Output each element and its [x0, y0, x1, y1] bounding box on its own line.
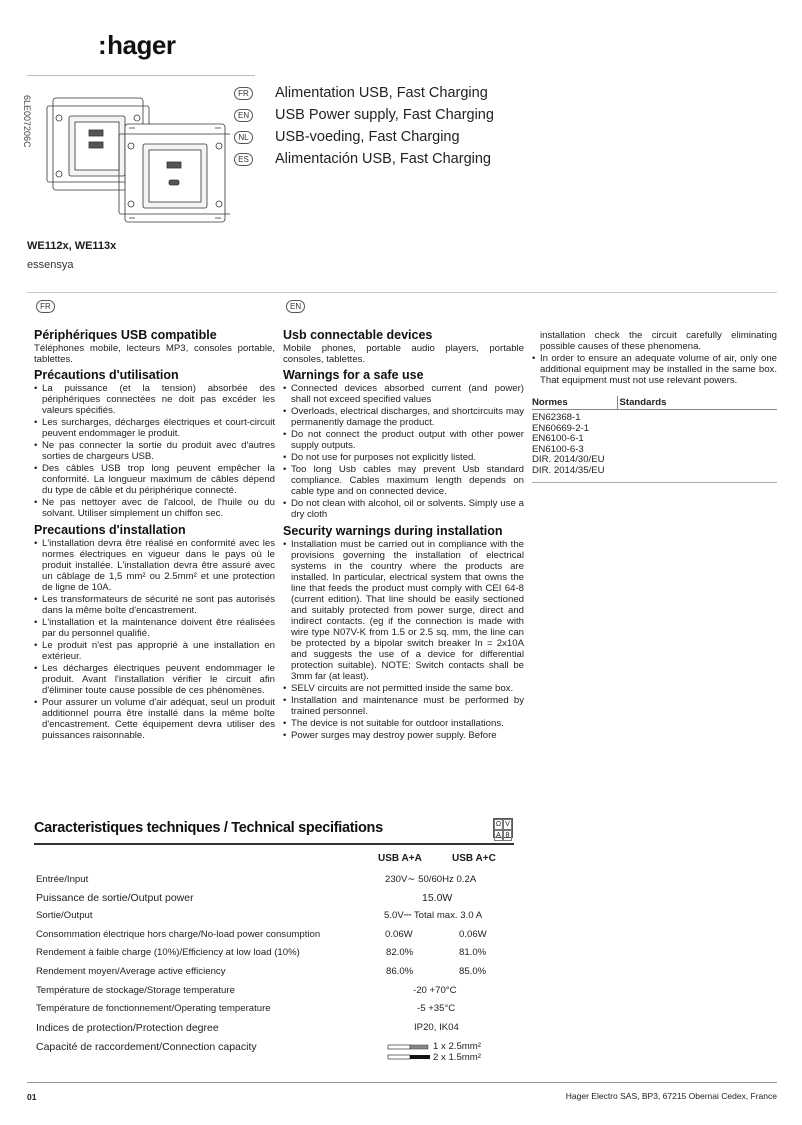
spec-value-aa: 86.0% [386, 966, 414, 977]
norms-header [532, 396, 777, 410]
spec-row-average [36, 966, 506, 984]
en-usb-title: Usb connectable devices [283, 328, 433, 342]
list-item: • Les surcharges, décharges électriques et court-circuit peuvent endommager le produit. [34, 417, 275, 439]
norm-item: DIR. 2014/30/EU [532, 454, 605, 465]
title-text: USB-voeding, Fast Charging [275, 129, 460, 145]
title-row-es [234, 149, 491, 169]
list-item: • Do not clean with alcohol, oil or solvents. Simply use a dry cloth [283, 498, 524, 520]
en-usb-text: Mobile phones, portable audio players, portable consoles, tablettes. [283, 343, 524, 365]
norms-divider [532, 482, 777, 483]
spec-value-aa: 0.06W [385, 929, 413, 940]
fr-usb-text: Téléphones mobile, lecteurs MP3, consoles portable, tablettes. [34, 343, 275, 365]
page-number: 01 [27, 1092, 37, 1102]
spec-label: Rendement à faible charge (10%)/Efficiency at low load (10%) [36, 947, 300, 958]
spec-value: 5.0V⎓ Total max. 3.0 A [384, 910, 483, 921]
spec-label: Indices de protection/Protection degree [36, 1022, 219, 1034]
fr-precautions-list [34, 383, 275, 519]
en-security-continuation: installation check the circuit carefully eliminating possible causes of these phenomena. [540, 330, 777, 352]
en-badge: EN [286, 300, 305, 313]
spec-row-output-power [36, 892, 506, 910]
title-row-nl [234, 127, 460, 147]
spec-value-ac: 81.0% [459, 947, 487, 958]
title-row-fr [234, 83, 488, 103]
ratings-icon [493, 818, 513, 838]
spec-value-aa: 82.0% [386, 947, 414, 958]
spec-value-cap2: 2 x 1.5mm² [433, 1052, 481, 1063]
list-item: • L'installation et la maintenance doivent être réalisées par du personnel qualifié. [34, 617, 275, 639]
list-item: • Too long Usb cables may prevent Usb standard compliance. Cables maximum length depends on cable type and on connected device. [283, 464, 524, 497]
icon-cell: V [503, 819, 512, 830]
norm-item: EN6100-6-1 [532, 433, 584, 444]
fr-badge: FR [36, 300, 55, 313]
product-range: essensya [27, 259, 74, 271]
spec-label: Puissance de sortie/Output power [36, 892, 194, 904]
norms-table [532, 396, 777, 476]
table-row [532, 434, 777, 445]
spec-label: Entrée/Input [36, 874, 89, 885]
third-column [532, 330, 777, 483]
doc-code: 6LE007206C [22, 95, 32, 148]
spec-value: 15.0W [422, 892, 453, 904]
table-row [532, 410, 777, 424]
lang-badge: EN [234, 109, 253, 122]
norms-header-left: Normes [532, 396, 617, 410]
specs-title: Caracteristiques techniques / Technical specifiations [34, 820, 383, 836]
norm-item: DIR. 2014/35/EU [532, 464, 605, 476]
list-item: • Pour assurer un volume d'air adéquat, seul un produit additionnel pourra être installé dans la même boîte d'encastrement. Cette équipement devra utiliser des puissances raisonnable. [34, 697, 275, 741]
norm-item: EN6100-6-3 [532, 443, 584, 455]
list-item: • SELV circuits are not permitted inside the same box. [283, 683, 524, 694]
lang-badge: ES [234, 153, 253, 166]
title-text: Alimentation USB, Fast Charging [275, 85, 488, 101]
list-item: • L'installation devra être réalisé en conformité avec les normes électriques en vigueur dans le pays où le produit installée. L'installation devra être assuré avec un câblage de 1,5 mm² ou 2.5mm² et une protection de ligne de 10A. [34, 538, 275, 593]
title-row-en [234, 105, 494, 125]
spec-value-ac: 0.06W [459, 929, 487, 940]
list-item: • Des câbles USB trop long peuvent empêcher la conformité. La longueur maximum de câbles dépend du type de câble et du périphérique connecté. [34, 463, 275, 496]
list-item: • Connected devices absorbed current (and power) shall not exceed specified values [283, 383, 524, 405]
norms-header-right: Standards [617, 396, 777, 410]
spec-label: Consommation électrique hors charge/No-load power consumption [36, 929, 321, 940]
list-item: • In order to ensure an adequate volume of air, only one additional equipment may be installed in the same box. That equipment must not use relevant powers. [532, 353, 777, 386]
fr-install-title: Precautions d'installation [34, 523, 186, 537]
en-security-extra-list [532, 353, 777, 386]
spec-row-low-load [36, 947, 506, 965]
list-item: • Les décharges électriques peuvent endommager le produit. Avant l'installation vérifier le circuit afin d'éliminer toute cause possible de ces phénomènes. [34, 663, 275, 696]
table-row [532, 466, 777, 477]
spec-label: Température de stockage/Storage temperature [36, 985, 235, 996]
spec-value: -5 +35°C [417, 1003, 456, 1014]
spec-value-cap1: 1 x 2.5mm² [433, 1041, 481, 1052]
list-item: • Les transformateurs de sécurité ne sont pas autorisés dans la même boîte d'encastrement. [34, 594, 275, 616]
en-warnings-list [283, 383, 524, 520]
section-divider [27, 292, 777, 293]
table-row [532, 455, 777, 466]
spec-label: Capacité de raccordement/Connection capacity [36, 1041, 257, 1053]
product-image [45, 92, 230, 227]
title-text: USB Power supply, Fast Charging [275, 107, 494, 123]
spec-row-output [36, 910, 506, 928]
spec-label: Température de fonctionnement/Operating temperature [36, 1003, 271, 1014]
company-address: Hager Electro SAS, BP3, 67215 Obernai Cedex, France [565, 1091, 777, 1101]
spec-row-no-load [36, 929, 506, 947]
en-security-list [283, 539, 524, 741]
norm-item: EN60669-2-1 [532, 422, 590, 434]
list-item: • La puissance (et la tension) absorbée des périphériques connectées ne doit pas excéder les valeurs spécifiés. [34, 383, 275, 416]
hager-logo: :hager [98, 30, 176, 60]
lang-badge: FR [234, 87, 253, 100]
spec-value: IP20, IK04 [414, 1022, 459, 1033]
spec-row-storage [36, 985, 506, 1003]
spec-value-ac: 85.0% [459, 966, 487, 977]
list-item: • Power surges may destroy power supply. Before [283, 730, 524, 741]
spec-row-operating [36, 1003, 506, 1021]
spec-label: Sortie/Output [36, 910, 93, 921]
spec-row-input [36, 874, 506, 892]
fr-usb-title: Périphériques USB compatible [34, 328, 217, 342]
spec-value: 230V∼ 50/60Hz 0.2A [385, 874, 477, 885]
en-security-title: Security warnings during installation [283, 524, 503, 538]
list-item: • Do not connect the product output with other power supply outputs. [283, 429, 524, 451]
icon-cell: Ω [495, 821, 502, 828]
icon-cell: A [494, 830, 503, 841]
wire-icon [386, 1043, 434, 1063]
spec-value: -20 +70°C [413, 985, 457, 996]
list-item: • Overloads, electrical discharges, and shortcircuits may permanently damage the product. [283, 406, 524, 428]
norm-item: EN62368-1 [532, 412, 581, 423]
list-item: • Installation must be carried out in compliance with the provisions governing the installation of electrical systems in the country where the products are installed. In particular, electrical system that owns the line that feeds the product must comply with CEI 64-8 (current edition). That line should be easily sectioned and suitably protected from power surge, direct and indirect contacts. (eg if the connection is made with wire type N07V-K from 1.5 or 2.5 sq. mm, the line can be protected by a bipolar switch breaker In = 2x10A and suggests the use of a device for differential protection suitable). NOTE: Switch contacts shall be 3mm far (at least). [283, 539, 524, 682]
list-item: • Le produit n'est pas approprié à une installation en extérieur. [34, 640, 275, 662]
header-divider [27, 75, 255, 76]
spec-row-protection [36, 1022, 506, 1040]
spec-label: Rendement moyen/Average active efficiency [36, 966, 226, 977]
footer-divider [27, 1082, 777, 1083]
spec-row-connection [36, 1041, 506, 1065]
model-numbers: WE112x, WE113x [27, 240, 117, 252]
col-header-usb-ac: USB A+C [452, 853, 496, 864]
list-item: • The device is not suitable for outdoor installations. [283, 718, 524, 729]
list-item: • Ne pas nettoyer avec de l'alcool, de l'huile ou du solvant. Utiliser simplement un chiffon sec. [34, 497, 275, 519]
fr-install-list [34, 538, 275, 741]
lang-badge: NL [234, 131, 253, 144]
list-item: • Installation and maintenance must be performed by trained personnel. [283, 695, 524, 717]
list-item: • Ne pas connecter la sortie du produit avec d'autres sorties de chargeurs USB. [34, 440, 275, 462]
en-column [283, 330, 524, 747]
list-item: • Do not use for purposes not explicitly listed. [283, 452, 524, 463]
col-header-usb-aa: USB A+A [378, 853, 422, 864]
fr-precautions-title: Précautions d'utilisation [34, 368, 179, 382]
title-text: Alimentación USB, Fast Charging [275, 151, 491, 167]
icon-cell: 8 [503, 830, 512, 841]
en-warnings-title: Warnings for a safe use [283, 368, 424, 382]
fr-column [34, 330, 275, 747]
specs-divider [34, 843, 514, 845]
